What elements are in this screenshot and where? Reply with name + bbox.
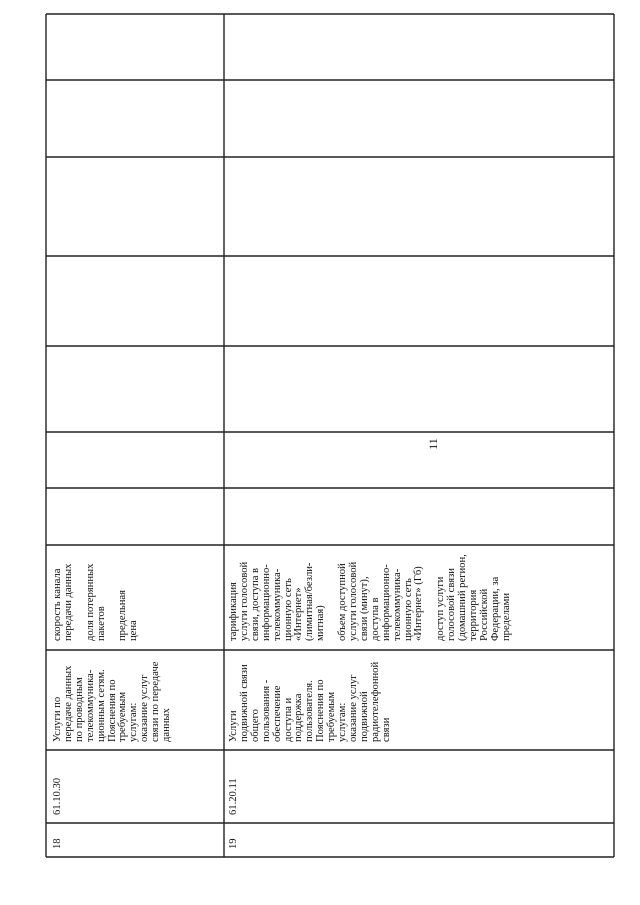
row-18-service: Услуги по передаче данных по проводным телекоммуника- ционным сетям. Пояснения по требуемым услугам: оказание услуг связи по передаче данных [52,661,173,742]
row-19-code: 61.20.11 [228,778,239,815]
row-19-number: 19 [228,838,239,849]
row-18-code: 61.10.30 [52,777,63,815]
page-number: 11 [425,438,440,450]
row-19-characteristics: тарификация услуги голосовой связи, доступа в информационно- телекоммуника- ционную сеть «Интернет» (лимитная/безли- митная) объем доступной услуги голосовой связи (минут), доступа в информационно- телекоммуника- ционную сеть «Интернет» (Гб) доступ услуги голосовой связи (домашний регион, территория Российской Федерации, за пределами [228,554,512,641]
row-18-number: 18 [52,838,63,849]
row-18-characteristics: скорость канала передачи данных доля потерянных пакетов предельная цена [52,563,140,641]
row-19-service: Услуги подвижной связи общего пользования - обеспечение доступа и поддержка пользователя. Пояснения по требуемым услугам: оказание услуг подвижной радиотелефонной связи [228,661,392,742]
